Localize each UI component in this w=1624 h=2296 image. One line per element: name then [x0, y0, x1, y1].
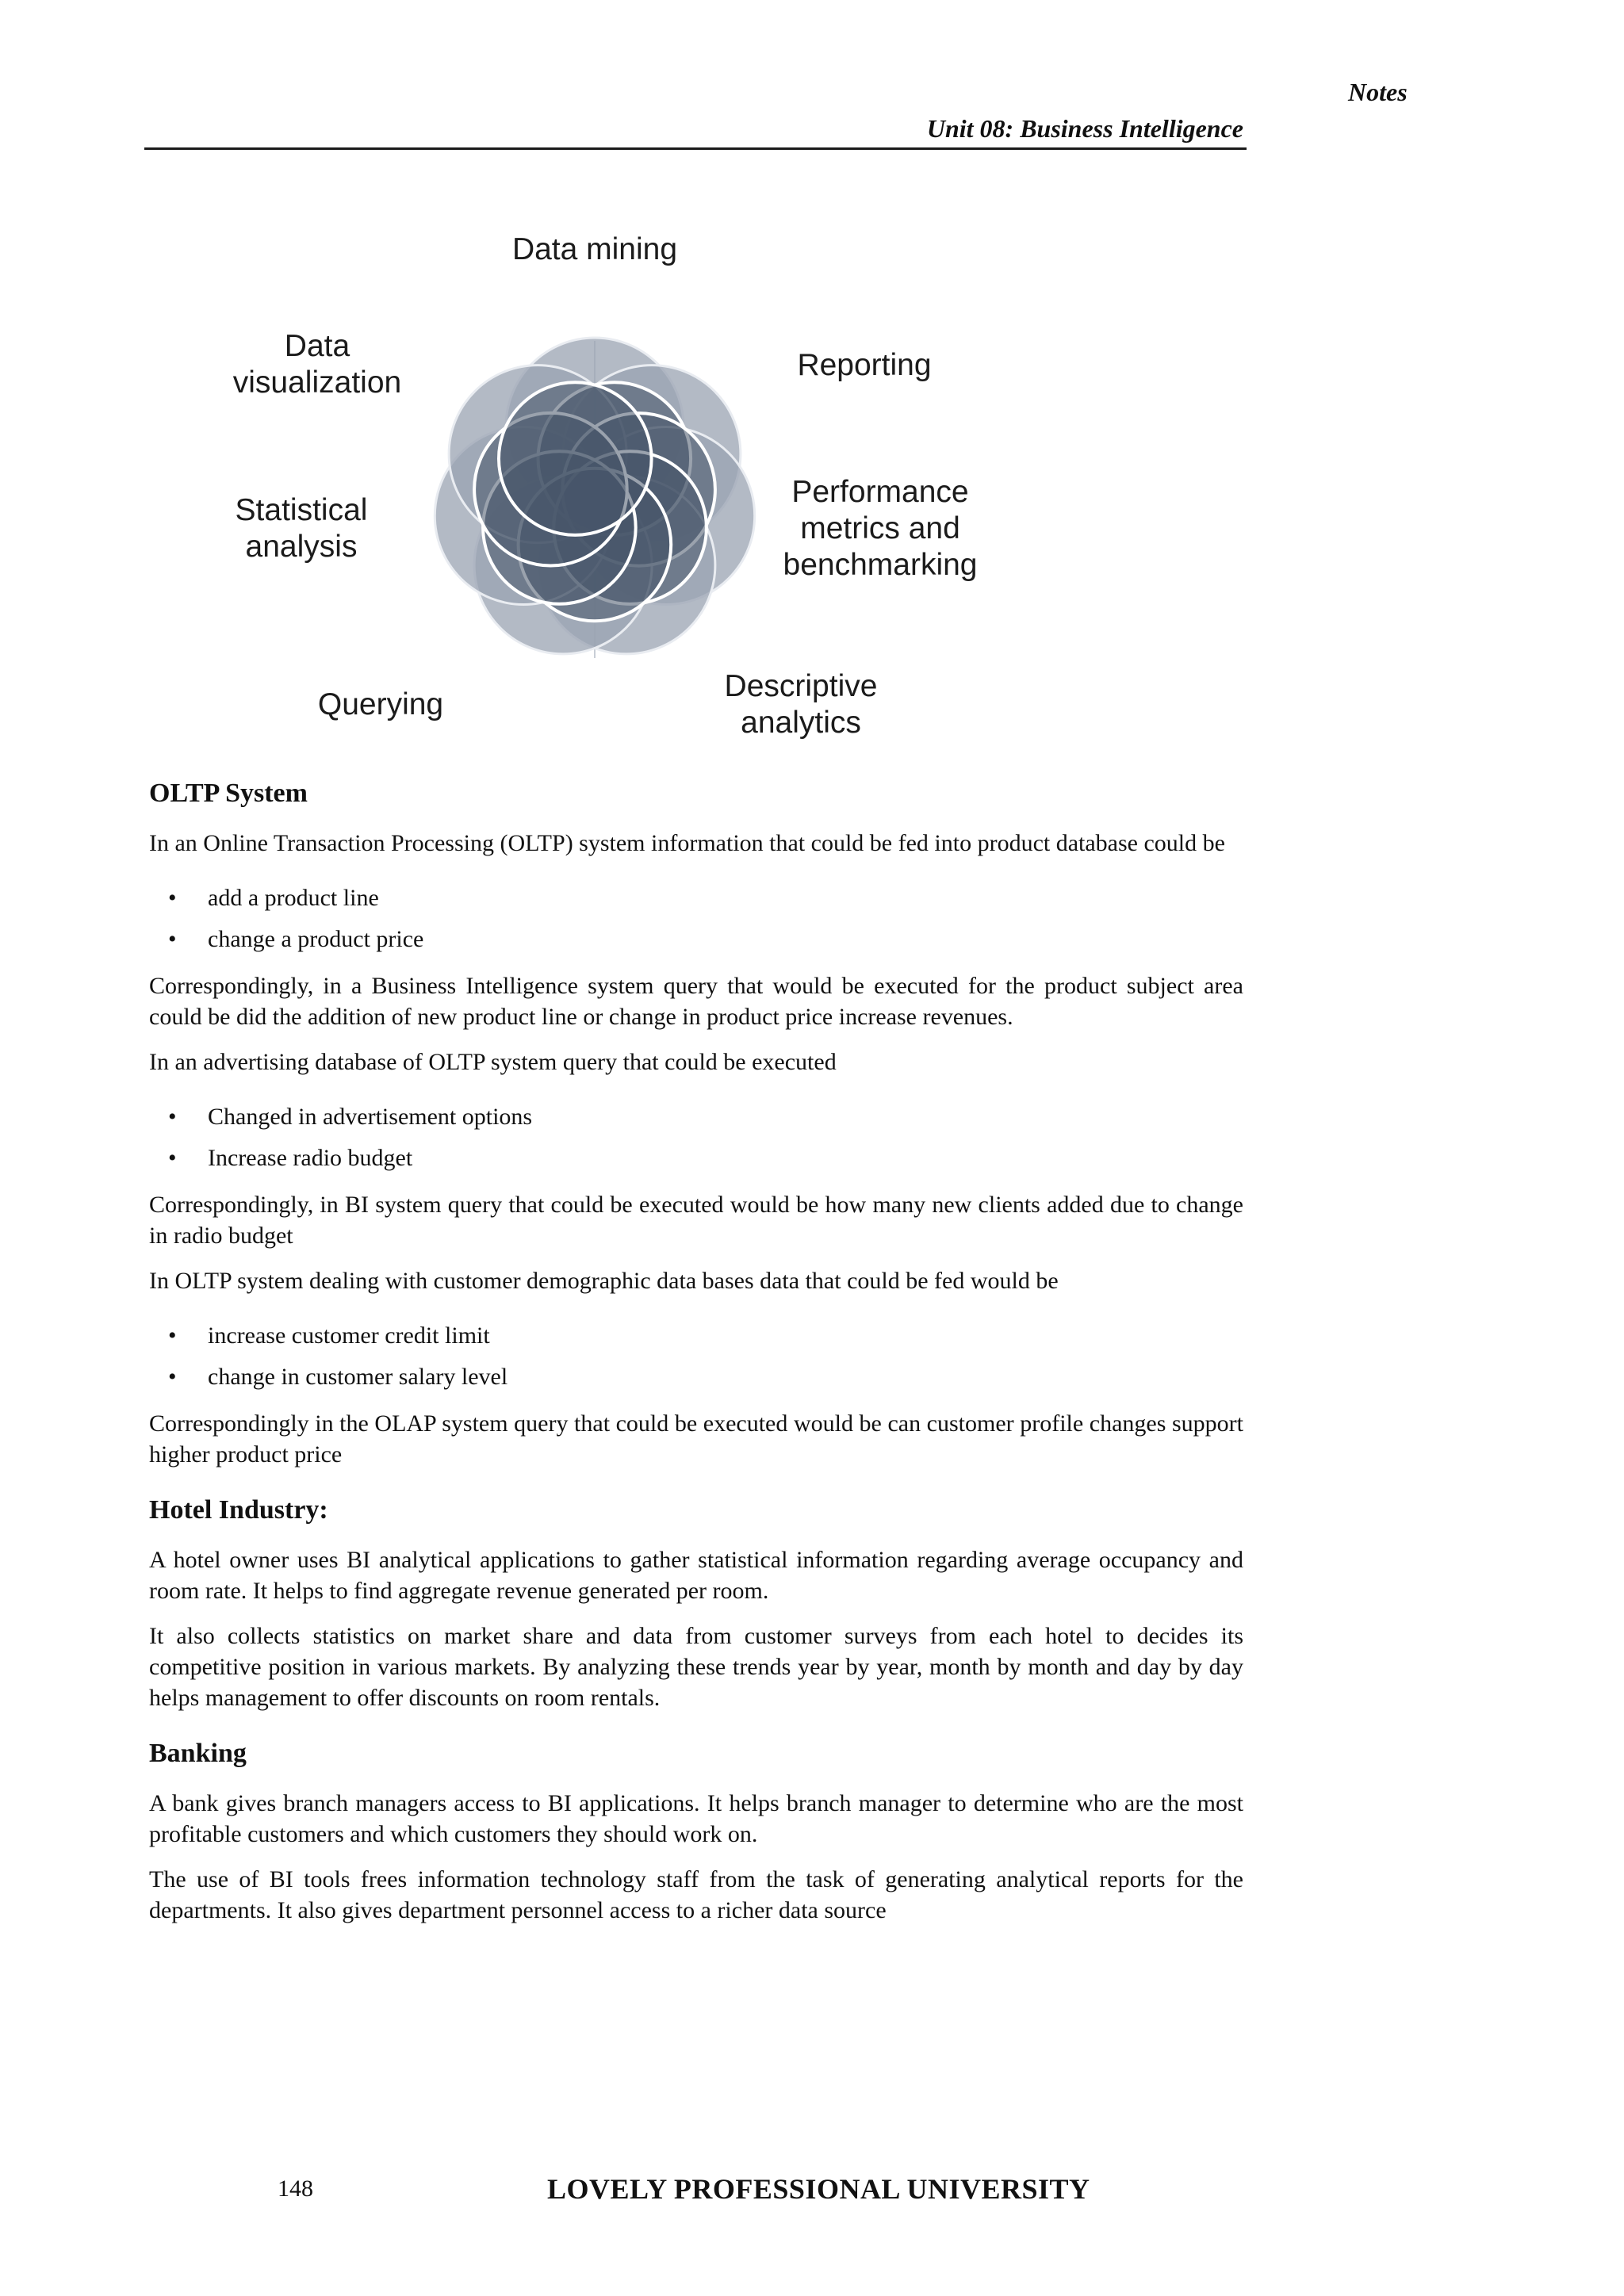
page-number: 148 [278, 2175, 313, 2202]
oltp-paragraph-4: Correspondingly, in BI system query that could be executed would be how many new clients added due to change in radio budget [149, 1192, 1243, 1249]
banking-paragraph-2: The use of BI tools frees information technology staff from the task of generating analytical reports for the departments. It also gives department personnel access to a richer data source [149, 1866, 1243, 1923]
hotel-paragraph-1: A hotel owner uses BI analytical applications to gather statistical information regarding average occupancy and room rate. It helps to find aggregate revenue generated per room. [149, 1547, 1243, 1604]
unit-title: Unit 08: Business Intelligence [926, 114, 1243, 143]
page-content [149, 777, 1243, 1940]
banking-heading: Banking [149, 1739, 247, 1768]
oltp-bullet-list-3 [149, 1320, 1243, 1392]
oltp-paragraph-5: In OLTP system dealing with customer demographic data bases data that could be fed would be [149, 1268, 1059, 1294]
list-item: • add a product line [168, 885, 379, 911]
bi-cycle-diagram [420, 325, 769, 674]
banking-paragraph-1: A bank gives branch managers access to BI applications. It helps branch manager to determine who are the most profitable customers and which customers they should work on. [149, 1790, 1243, 1847]
label-performance-metrics: Performance metrics and benchmarking [783, 475, 978, 582]
list-item: • change a product price [168, 926, 424, 952]
list-item: • Increase radio budget [168, 1145, 413, 1171]
label-statistical-analysis: Statistical analysis [235, 493, 368, 564]
list-item: • Changed in advertisement options [168, 1104, 533, 1130]
notes-label: Notes [1348, 78, 1408, 106]
label-descriptive-analytics: Descriptive analytics [724, 669, 878, 740]
list-item: • change in customer salary level [168, 1364, 508, 1390]
oltp-bullet-list-2 [149, 1101, 1243, 1173]
hotel-heading: Hotel Industry: [149, 1495, 328, 1525]
oltp-paragraph-3: In an advertising database of OLTP system query that could be executed [149, 1049, 837, 1075]
header-rule [144, 147, 1247, 150]
hotel-paragraph-2: It also collects statistics on market share and data from customer surveys from each hotel to decides its competitive position in various markets. By analyzing these trends year by year, month by month and day by day helps management to offer discounts on room rentals. [149, 1623, 1243, 1711]
cycle-overlay-data-visualization [499, 382, 652, 535]
label-reporting: Reporting [797, 348, 932, 382]
list-item: • increase customer credit limit [168, 1322, 490, 1349]
oltp-paragraph-1: In an Online Transaction Processing (OLTP) system information that could be fed into product database could be [149, 830, 1225, 856]
oltp-heading: OLTP System [149, 779, 308, 808]
oltp-paragraph-6: Correspondingly in the OLAP system query that could be executed would be can customer profile changes support higher product price [149, 1410, 1243, 1468]
label-data-visualization: Data visualization [232, 329, 402, 400]
label-querying: Querying [317, 687, 444, 721]
footer-university: LOVELY PROFESSIONAL UNIVERSITY [547, 2173, 1090, 2205]
label-data-mining: Data mining [511, 232, 678, 266]
oltp-paragraph-2: Correspondingly, in a Business Intelligence system query that would be executed for the product subject area could be did the addition of new product line or change in product price increase revenues. [149, 973, 1243, 1030]
oltp-bullet-list-1 [149, 882, 1243, 955]
